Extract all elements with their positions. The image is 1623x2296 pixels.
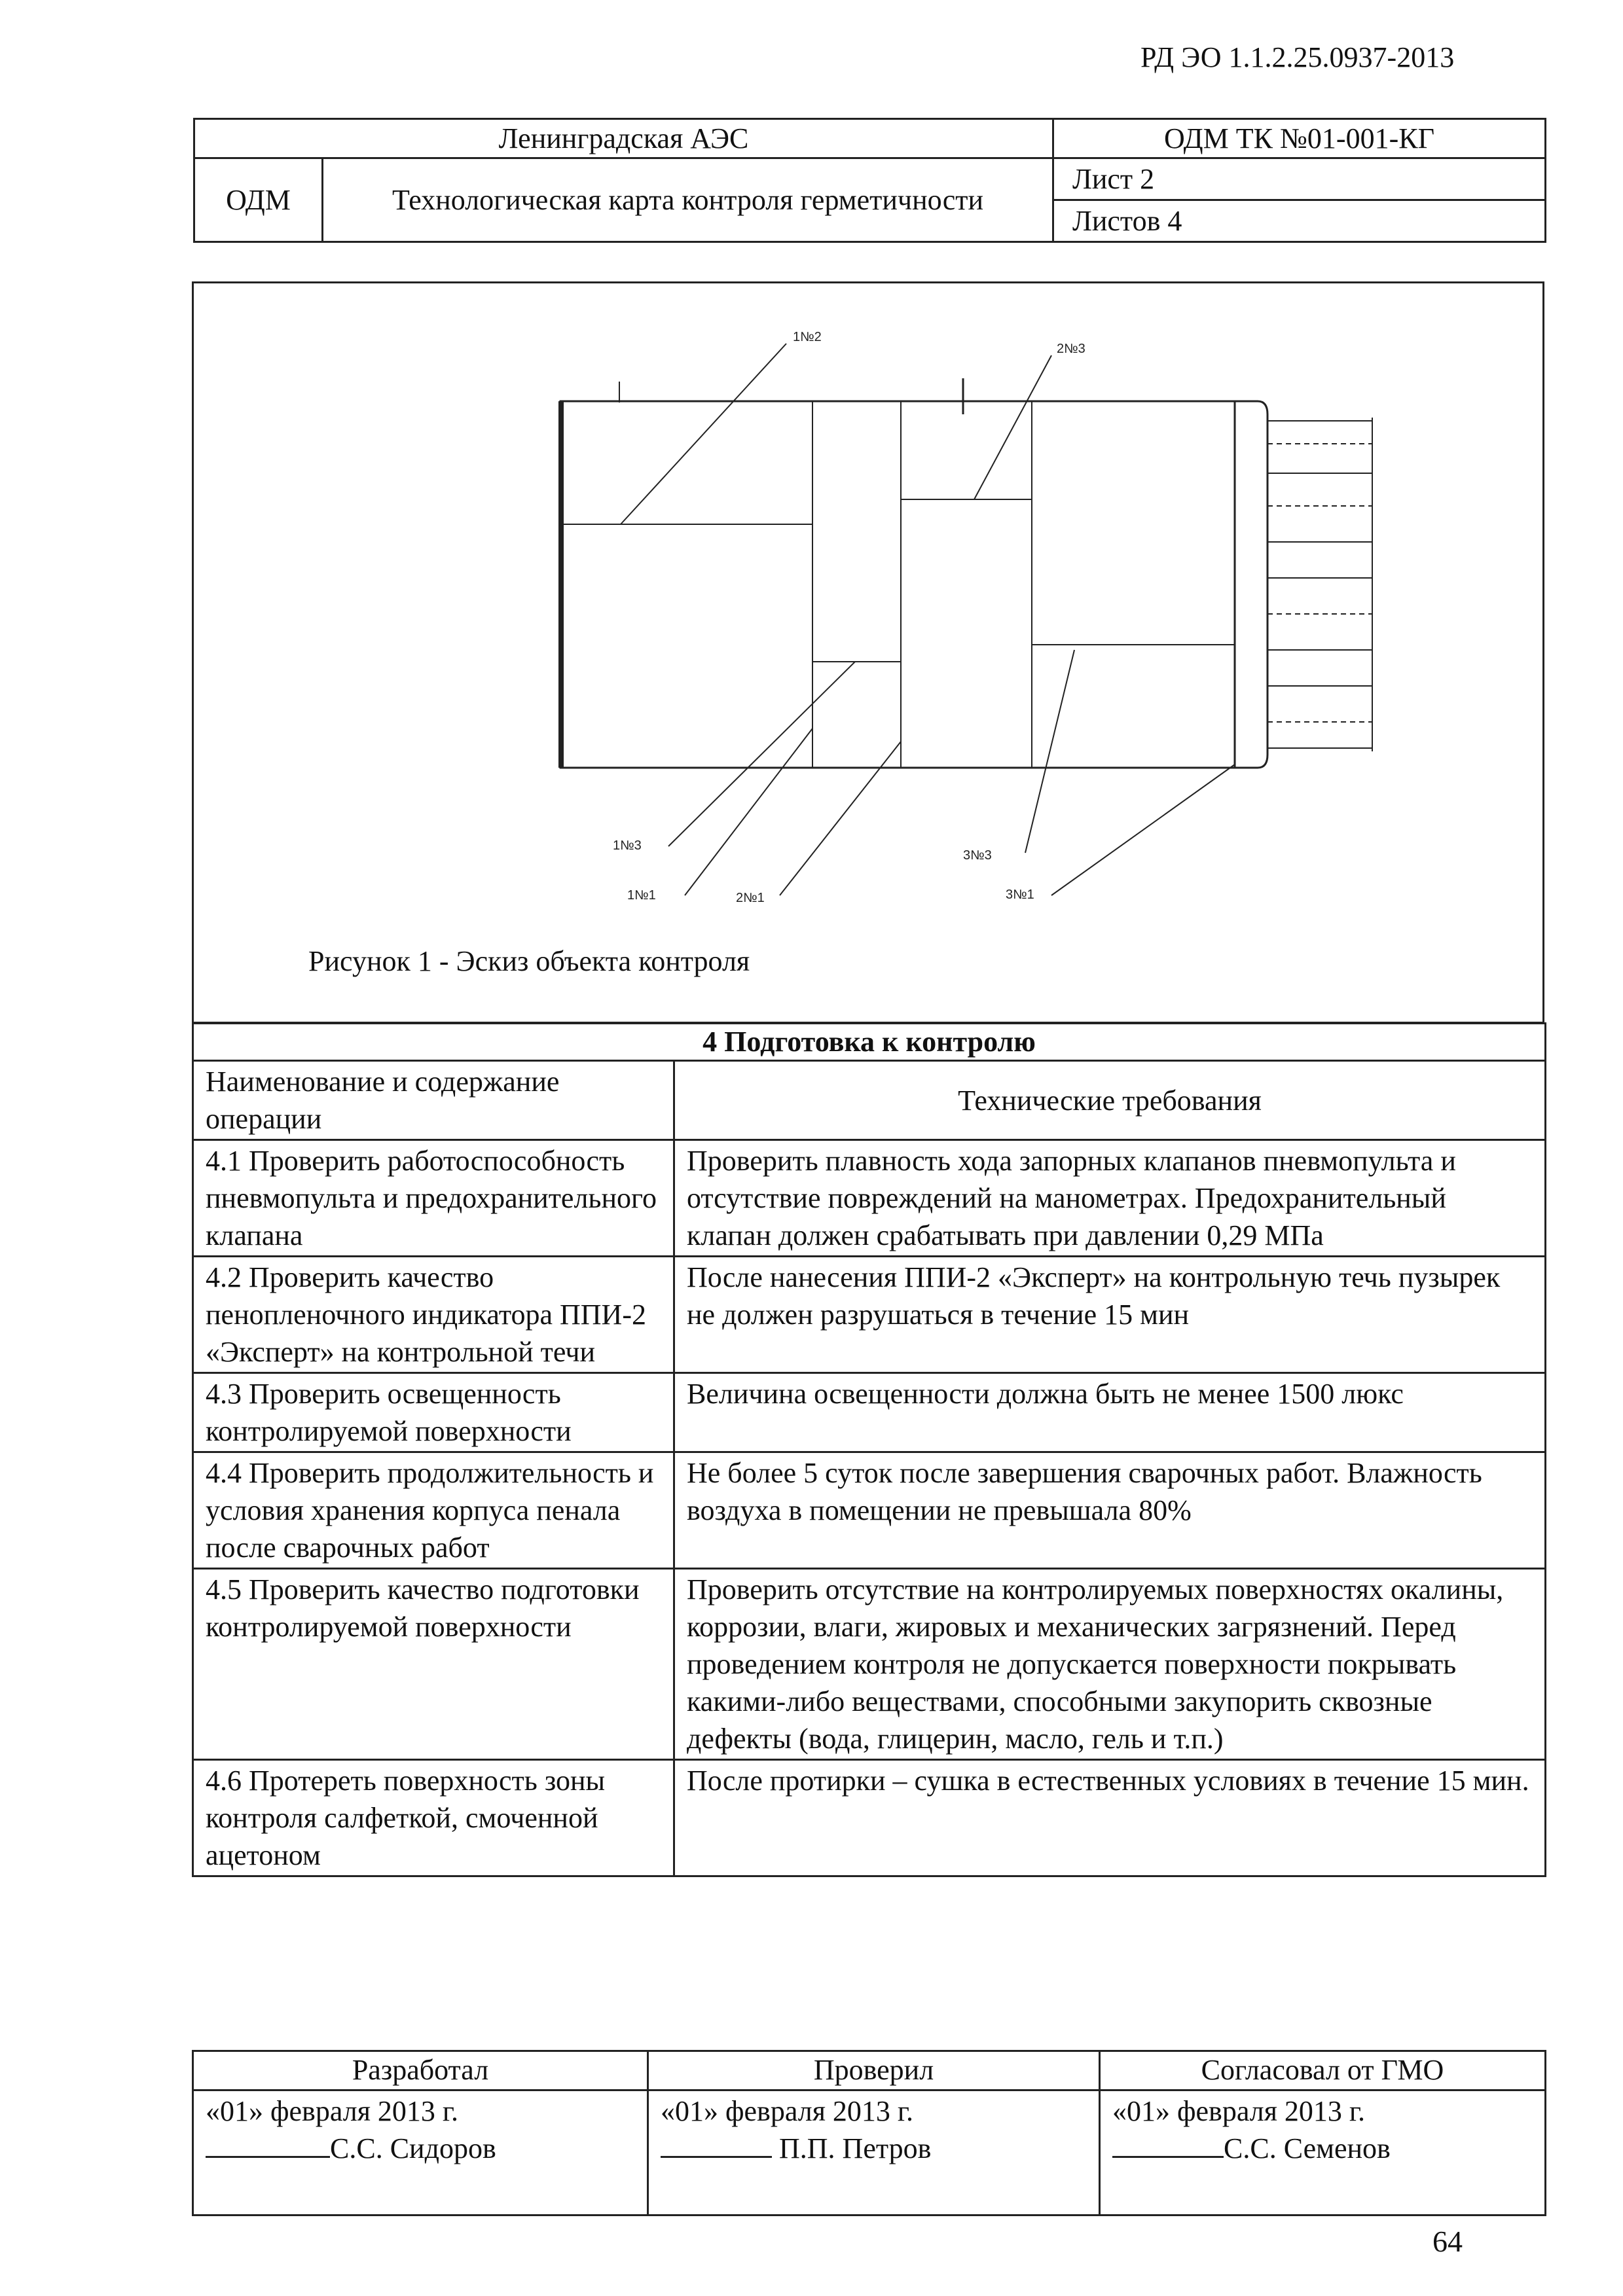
table-row bbox=[193, 1140, 1546, 1257]
operation-cell: 4.1 Проверить работоспособность пневмопульта и предохранительного клапана bbox=[193, 1140, 674, 1257]
developed-signature bbox=[206, 2130, 635, 2167]
document-title: Технологическая карта контроля герметичности bbox=[323, 158, 1053, 242]
leader-1n2 bbox=[621, 344, 786, 524]
leader-3n1 bbox=[1051, 764, 1235, 895]
developed-by-header: Разработал bbox=[193, 2051, 648, 2090]
leader-3n3 bbox=[1025, 650, 1074, 853]
operation-cell: 4.6 Протереть поверхность зоны контроля салфеткой, смоченной ацетоном bbox=[193, 1760, 674, 1876]
column-header-operation: Наименование и содержание операции bbox=[193, 1061, 674, 1140]
label-bottom-2: 1№1 bbox=[627, 888, 656, 903]
label-bottom-5: 3№1 bbox=[1006, 888, 1034, 902]
developed-name: С.С. Сидоров bbox=[330, 2132, 496, 2164]
requirement-cell: Проверить плавность хода запорных клапанов пневмопульта и отсутствие повреждений на манометрах. Предохранительный клапан должен срабатывать при давлении 0,29 МПа bbox=[674, 1140, 1546, 1257]
checked-by-cell bbox=[648, 2090, 1100, 2215]
table-row bbox=[193, 1452, 1546, 1569]
label-bottom-1: 1№3 bbox=[613, 838, 642, 853]
column-header-requirements: Технические требования bbox=[674, 1061, 1546, 1140]
operation-cell: 4.5 Проверить качество подготовки контролируемой поверхности bbox=[193, 1569, 674, 1760]
agreed-name: С.С. Семенов bbox=[1224, 2132, 1391, 2164]
title-block bbox=[193, 118, 1546, 243]
leader-1n3 bbox=[668, 662, 855, 846]
operation-cell: 4.4 Проверить продолжительность и условия хранения корпуса пенала после сварочных работ bbox=[193, 1452, 674, 1569]
label-top-left: 1№2 bbox=[793, 330, 822, 344]
signature-line bbox=[206, 2130, 330, 2158]
requirement-cell: Величина освещенности должна быть не менее 1500 люкс bbox=[674, 1373, 1546, 1452]
document-type: ОДМ bbox=[194, 158, 323, 242]
signature-line bbox=[661, 2130, 772, 2158]
agreed-signature bbox=[1112, 2130, 1533, 2167]
label-bottom-3: 2№1 bbox=[736, 891, 765, 905]
object-sketch bbox=[194, 283, 1542, 1023]
label-top-right: 2№3 bbox=[1057, 342, 1085, 356]
operation-cell: 4.3 Проверить освещенность контролируемой поверхности bbox=[193, 1373, 674, 1452]
operation-cell: 4.2 Проверить качество пенопленочного индикатора ППИ-2 «Эксперт» на контрольной течи bbox=[193, 1257, 674, 1373]
sheet-number: Лист 2 bbox=[1053, 158, 1546, 200]
agreed-by-cell bbox=[1100, 2090, 1546, 2215]
requirement-cell: Проверить отсутствие на контролируемых поверхностях окалины, коррозии, влаги, жировых и механических загрязнений. Перед проведением контроля не допускается поверхности покрывать какими-либо веществами, способными закупорить сквозные дефекты (вода, глицерин, масло, гель и т.п.) bbox=[674, 1569, 1546, 1760]
page-number: 64 bbox=[1432, 2225, 1463, 2258]
requirement-cell: После нанесения ППИ-2 «Эксперт» на контрольную течь пузырек не должен разрушаться в течение 15 мин bbox=[674, 1257, 1546, 1373]
label-bottom-4: 3№3 bbox=[963, 848, 992, 863]
sketch-left-edge bbox=[558, 401, 564, 768]
agreed-date: «01» февраля 2013 г. bbox=[1112, 2095, 1366, 2127]
figure-frame bbox=[192, 281, 1544, 1024]
checked-signature bbox=[661, 2130, 1087, 2167]
checked-date: «01» февраля 2013 г. bbox=[661, 2095, 914, 2127]
document-number: ОДМ ТК №01-001-КГ bbox=[1053, 119, 1546, 158]
developed-by-cell bbox=[193, 2090, 648, 2215]
preparation-table bbox=[192, 1022, 1546, 1877]
requirement-cell: После протирки – сушка в естественных условиях в течение 15 мин. bbox=[674, 1760, 1546, 1876]
agreed-by-header: Согласовал от ГМО bbox=[1100, 2051, 1546, 2090]
figure-caption: Рисунок 1 - Эскиз объекта контроля bbox=[308, 945, 750, 977]
developed-date: «01» февраля 2013 г. bbox=[206, 2095, 459, 2127]
signature-line bbox=[1112, 2130, 1224, 2158]
signature-table bbox=[192, 2050, 1546, 2216]
table-row bbox=[193, 1569, 1546, 1760]
plant-name: Ленинградская АЭС bbox=[194, 119, 1053, 158]
sheets-total: Листов 4 bbox=[1053, 200, 1546, 242]
requirement-cell: Не более 5 суток после завершения сварочных работ. Влажность воздуха в помещении не превышала 80% bbox=[674, 1452, 1546, 1569]
sketch-body bbox=[560, 401, 1235, 768]
table-row bbox=[193, 1373, 1546, 1452]
leader-2n1 bbox=[780, 742, 901, 895]
table-row bbox=[193, 1760, 1546, 1876]
document-code: РД ЭО 1.1.2.25.0937-2013 bbox=[1140, 41, 1455, 73]
section-title: 4 Подготовка к контролю bbox=[193, 1024, 1546, 1061]
leader-2n3 bbox=[974, 355, 1051, 499]
checked-by-header: Проверил bbox=[648, 2051, 1100, 2090]
table-row bbox=[193, 1257, 1546, 1373]
checked-name: П.П. Петров bbox=[779, 2132, 932, 2164]
